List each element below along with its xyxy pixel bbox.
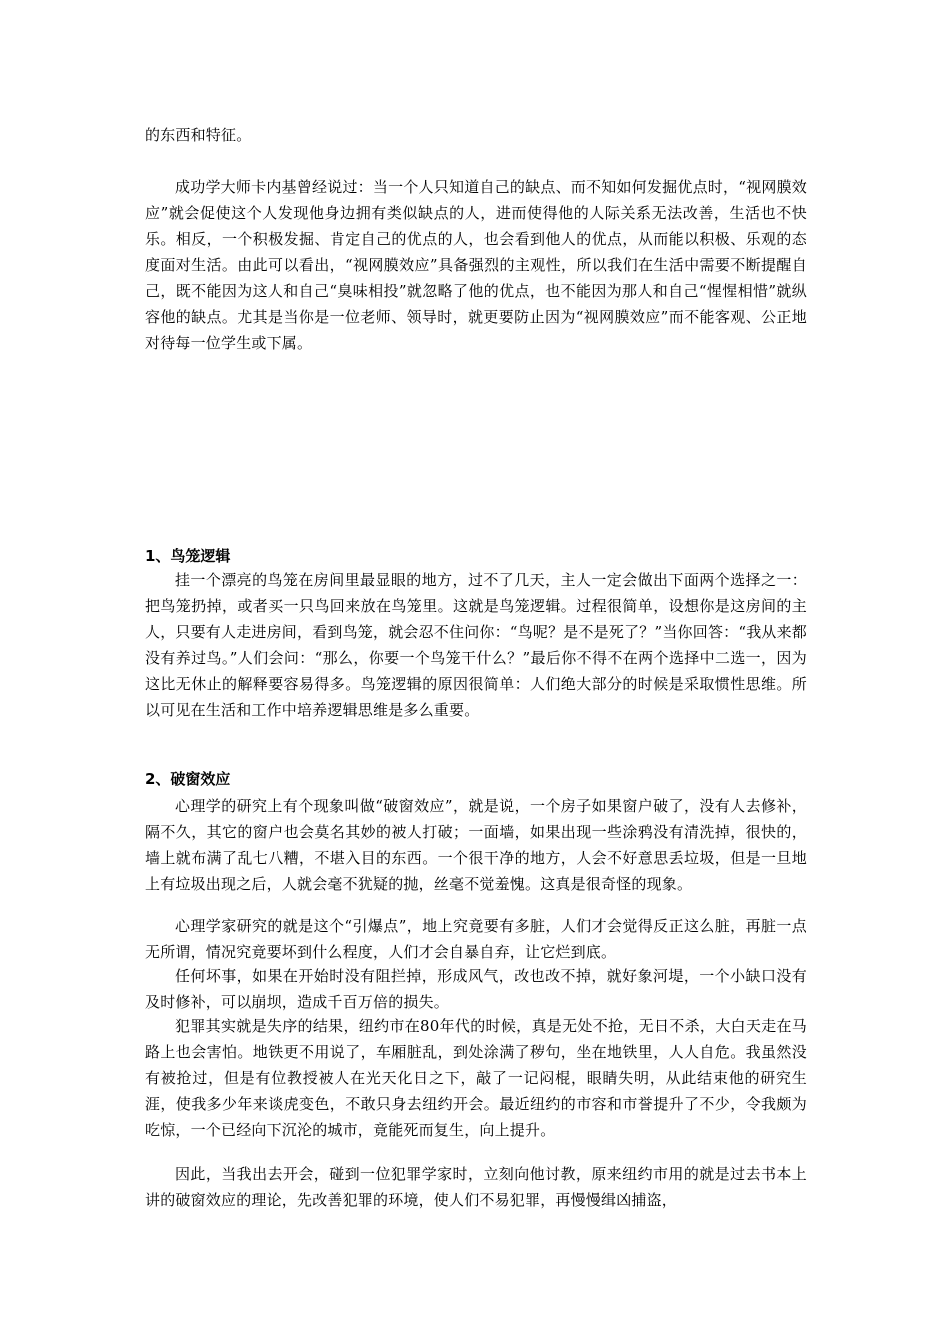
birdcage-paragraph: 挂一个漂亮的鸟笼在房间里最显眼的地方，过不了几天，主人一定会做出下面两个选择之一：把鸟笼扔掉，或者买一只鸟回来放在鸟笼里。这就是鸟笼逻辑。过程很简单，设想你是这房间的主人，只要有人走进房间，看到鸟笼，就会忍不住问你：“鸟呢？是不是死了？”当你回答：“我从来都没有养过鸟。”人们会问：“那么，你要一个鸟笼干什么？”最后你不得不在两个选择中二选一，因为这比无休止的解释要容易得多。鸟笼逻辑的原因很简单：人们绝大部分的时候是采取惯性思维。所以可见在生活和工作中培养逻辑思维是多么重要。 [145,571,808,719]
top-fragment: 的东西和特征。 [145,126,252,144]
broken-windows-paragraph-2: 心理学家研究的就是这个“引爆点”，地上究竟要有多脏，人们才会觉得反正这么脏，再脏一点无所谓，情况究竟要坏到什么程度，人们才会自暴自弃，让它烂到底。 [145,917,807,961]
intro-paragraph: 成功学大师卡内基曾经说过：当一个人只知道自己的缺点、而不知如何发掘优点时，“视网膜效应”就会促使这个人发现他身边拥有类似缺点的人，进而使得他的人际关系无法改善，生活也不快乐。相反，一个积极发掘、肯定自己的优点的人，也会看到他人的优点，从而能以积极、乐观的态度面对生活。由此可以看出，“视网膜效应”具备强烈的主观性，所以我们在生活中需要不断提醒自己，既不能因为这人和自己“臭味相投”就忽略了他的优点，也不能因为那人和自己“惺惺相惜”就纵容他的缺点。尤其是当你是一位老师、领导时，就更要防止因为“视网膜效应”而不能客观、公正地对待每一位学生或下属。 [145,178,807,352]
broken-windows-paragraph-4: 犯罪其实就是失序的结果，纽约市在80年代的时候，真是无处不抢，无日不杀，大白天走在马路上也会害怕。地铁更不用说了，车厢脏乱，到处涂满了秽句，坐在地铁里，人人自危。我虽然没有被抢过，但是有位教授被人在光天化日之下，敲了一记闷棍，眼睛失明，从此结束他的研究生涯，使我多少年来谈虎变色，不敢只身去纽约开会。最近纽约的市容和市誉提升了不少，令我颇为吃惊，一个已经向下沉沦的城市，竟能死而复生，向上提升。 [145,1017,807,1139]
section-heading-broken-windows: 2、破窗效应 [145,770,231,788]
broken-windows-paragraph-3: 任何坏事，如果在开始时没有阻拦掉，形成风气，改也改不掉，就好象河堤，一个小缺口没有及时修补，可以崩坝，造成千百万倍的损失。 [145,967,807,1011]
broken-windows-paragraph-5: 因此，当我出去开会，碰到一位犯罪学家时，立刻向他讨教，原来纽约市用的就是过去书本上讲的破窗效应的理论，先改善犯罪的环境，使人们不易犯罪，再慢慢缉凶捕盗， [145,1165,807,1209]
broken-windows-paragraph-1: 心理学的研究上有个现象叫做“破窗效应”，就是说，一个房子如果窗户破了，没有人去修补，隔不久，其它的窗户也会莫名其妙的被人打破；一面墙，如果出现一些涂鸦没有清洗掉，很快的，墙上就布满了乱七八糟，不堪入目的东西。一个很干净的地方，人会不好意思丢垃圾，但是一旦地上有垃圾出现之后，人就会毫不犹疑的抛，丝毫不觉羞愧。这真是很奇怪的现象。 [145,797,807,893]
section-heading-birdcage-logic: 1、鸟笼逻辑 [145,547,231,565]
